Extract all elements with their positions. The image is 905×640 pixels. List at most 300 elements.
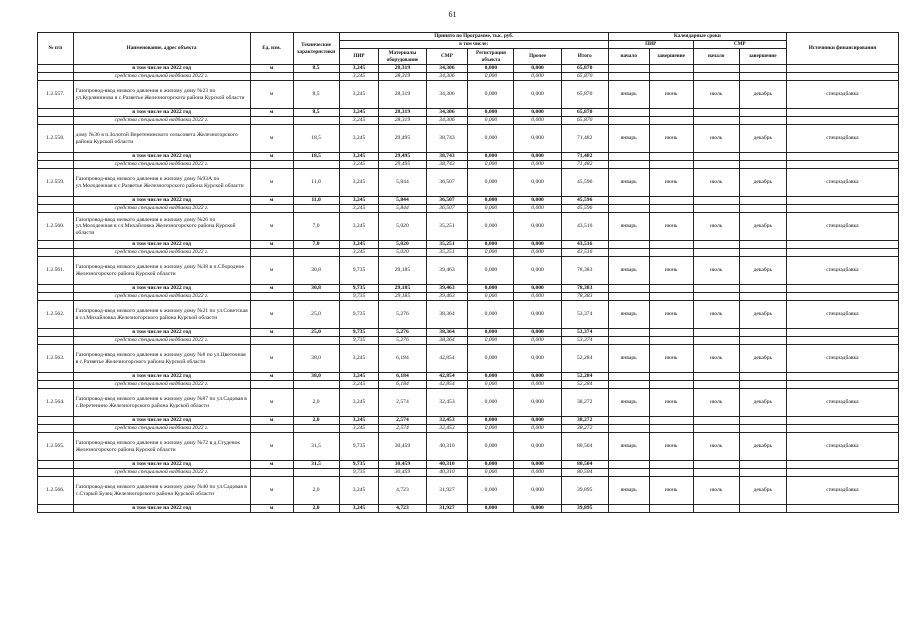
cell-pir-end [649, 381, 693, 389]
cell-unit [250, 249, 293, 257]
cell-pir: 3,245 [339, 161, 379, 169]
cell-num: 1.2.563. [38, 345, 74, 373]
cell-tech: 2,0 [293, 389, 339, 417]
cell-pir-end: июнь [649, 257, 693, 285]
cell-pir: 3,245 [339, 417, 379, 425]
object-row [38, 301, 899, 329]
cell-smr: 35,251 [426, 213, 468, 241]
cell-pir: 3,245 [339, 505, 379, 513]
cell-num: 1.2.561. [38, 257, 74, 285]
cell-pir: 9,735 [339, 293, 379, 301]
year-subtotal-row [38, 505, 899, 513]
cell-smr-start: июль [693, 389, 739, 417]
cell-source [786, 505, 898, 513]
cell-smr-start [693, 109, 739, 117]
cell-name: Газопровод-ввод низкого давления к жилому дому №26 по ул.Молодежная в сл.Михайловка Железногорского района Курской области [73, 213, 250, 241]
cell-total: 65,870 [561, 109, 608, 117]
cell-pir-end: июнь [649, 345, 693, 373]
cell-other: 0,000 [514, 197, 561, 205]
cell-smr: 38,364 [426, 301, 468, 329]
cell-tech [293, 293, 339, 301]
cell-reg: 0,000 [468, 81, 514, 109]
cell-num [38, 381, 74, 389]
cell-smr-start: июль [693, 477, 739, 505]
special-fund-row [38, 249, 899, 257]
cell-other: 0,000 [514, 329, 561, 337]
cell-pir: 9,735 [339, 337, 379, 345]
cell-smr-end [739, 329, 786, 337]
cell-tech: 11,0 [293, 169, 339, 197]
program-table [37, 32, 899, 513]
cell-num [38, 373, 74, 381]
cell-reg: 0,000 [468, 205, 514, 213]
cell-materials: 29,185 [379, 285, 426, 293]
cell-unit: м [250, 505, 293, 513]
cell-pir: 3,245 [339, 389, 379, 417]
cell-smr: 40,310 [426, 433, 468, 461]
cell-tech [293, 337, 339, 345]
cell-source [786, 161, 898, 169]
cell-total: 78,383 [561, 285, 608, 293]
cell-source [786, 337, 898, 345]
cell-materials: 5,020 [379, 213, 426, 241]
cell-pir-end [649, 161, 693, 169]
cell-smr-start [693, 65, 739, 73]
header-pir: ПИР [339, 49, 379, 65]
cell-source: спецнадбавка [786, 301, 898, 329]
cell-smr-end [739, 117, 786, 125]
cell-total: 52,284 [561, 373, 608, 381]
year-subtotal-row [38, 417, 899, 425]
cell-source [786, 109, 898, 117]
year-subtotal-row [38, 65, 899, 73]
cell-reg: 0,000 [468, 249, 514, 257]
cell-pir-start [608, 329, 649, 337]
cell-smr-start [693, 293, 739, 301]
cell-other: 0,000 [514, 213, 561, 241]
header-program: Принято по Программе, тыс. руб. [339, 33, 608, 41]
cell-num [38, 109, 74, 117]
cell-smr: 36,507 [426, 169, 468, 197]
cell-source: спецнадбавка [786, 169, 898, 197]
cell-smr-end: декабрь [739, 345, 786, 373]
cell-reg: 0,000 [468, 161, 514, 169]
cell-pir-start: январь [608, 169, 649, 197]
cell-tech [293, 425, 339, 433]
cell-pir-start [608, 373, 649, 381]
header-unit: Ед. изм. [250, 33, 293, 65]
cell-smr-start: июль [693, 433, 739, 461]
header-reg: Регистрация объекта [468, 49, 514, 65]
cell-pir-end: июнь [649, 125, 693, 153]
cell-source [786, 249, 898, 257]
cell-name: в том числе на 2022 год [73, 197, 250, 205]
cell-name: средства специальной надбавки 2022 г. [73, 381, 250, 389]
cell-unit: м [250, 329, 293, 337]
cell-pir-start [608, 65, 649, 73]
cell-other: 0,000 [514, 461, 561, 469]
cell-num [38, 285, 74, 293]
cell-materials: 6,184 [379, 373, 426, 381]
cell-smr-end [739, 205, 786, 213]
cell-tech: 8,5 [293, 81, 339, 109]
cell-unit: м [250, 213, 293, 241]
cell-materials: 29,185 [379, 293, 426, 301]
cell-num [38, 197, 74, 205]
cell-total: 39,895 [561, 477, 608, 505]
cell-smr: 38,364 [426, 337, 468, 345]
cell-tech [293, 205, 339, 213]
cell-total: 65,870 [561, 81, 608, 109]
cell-smr: 32,453 [426, 425, 468, 433]
cell-materials: 5,276 [379, 329, 426, 337]
cell-smr-end: декабрь [739, 125, 786, 153]
table-header [38, 33, 899, 65]
cell-other: 0,000 [514, 425, 561, 433]
cell-smr-end [739, 285, 786, 293]
cell-smr-start: июль [693, 169, 739, 197]
cell-materials: 28,319 [379, 109, 426, 117]
cell-num: 1.2.560. [38, 213, 74, 241]
cell-source: спецнадбавка [786, 433, 898, 461]
cell-name: средства специальной надбавки 2022 г. [73, 293, 250, 301]
cell-name: Газопровод-ввод низкого давления к жилому дому №72 в д.Студенок Железногорского района Курской области [73, 433, 250, 461]
cell-reg: 0,000 [468, 381, 514, 389]
cell-pir-start [608, 161, 649, 169]
cell-other: 0,000 [514, 477, 561, 505]
year-subtotal-row [38, 373, 899, 381]
cell-other: 0,000 [514, 505, 561, 513]
cell-num: 1.2.558. [38, 125, 74, 153]
cell-pir: 3,245 [339, 241, 379, 249]
cell-pir: 3,245 [339, 213, 379, 241]
cell-pir-end [649, 417, 693, 425]
cell-source [786, 425, 898, 433]
cell-name: Газопровод-ввод низкого давления к жилому дому №23 по ул.Курлянинова в с.Разветье Железногорского района Курской области [73, 81, 250, 109]
cell-source [786, 65, 898, 73]
cell-name: в том числе на 2022 год [73, 241, 250, 249]
header-pir-start: начало [608, 49, 649, 65]
cell-smr-end [739, 417, 786, 425]
cell-reg: 0,000 [468, 169, 514, 197]
header-smr-start: начало [693, 49, 739, 65]
cell-tech: 8,5 [293, 65, 339, 73]
cell-tech [293, 73, 339, 81]
cell-smr: 35,251 [426, 249, 468, 257]
cell-tech: 2,0 [293, 417, 339, 425]
cell-materials: 5,844 [379, 169, 426, 197]
cell-total: 53,374 [561, 337, 608, 345]
cell-smr: 38,743 [426, 161, 468, 169]
cell-smr-start [693, 73, 739, 81]
cell-source: спецнадбавка [786, 125, 898, 153]
object-row [38, 169, 899, 197]
cell-unit [250, 381, 293, 389]
cell-total: 80,504 [561, 461, 608, 469]
cell-unit: м [250, 461, 293, 469]
cell-smr-start [693, 285, 739, 293]
cell-materials: 4,723 [379, 477, 426, 505]
cell-tech: 7,0 [293, 213, 339, 241]
cell-tech: 31,5 [293, 433, 339, 461]
cell-name: средства специальной надбавки 2022 г. [73, 249, 250, 257]
cell-num [38, 205, 74, 213]
cell-name: в том числе на 2022 год [73, 153, 250, 161]
cell-unit: м [250, 389, 293, 417]
cell-other: 0,000 [514, 381, 561, 389]
cell-name: в том числе на 2022 год [73, 65, 250, 73]
cell-source: спецнадбавка [786, 389, 898, 417]
cell-other: 0,000 [514, 73, 561, 81]
cell-materials: 6,184 [379, 345, 426, 373]
cell-pir: 9,735 [339, 285, 379, 293]
cell-total: 39,895 [561, 505, 608, 513]
cell-num [38, 73, 74, 81]
year-subtotal-row [38, 153, 899, 161]
cell-reg: 0,000 [468, 213, 514, 241]
cell-name: в том числе на 2022 год [73, 373, 250, 381]
cell-other: 0,000 [514, 153, 561, 161]
special-fund-row [38, 161, 899, 169]
object-row [38, 433, 899, 461]
cell-unit: м [250, 257, 293, 285]
cell-materials: 5,276 [379, 337, 426, 345]
cell-other: 0,000 [514, 117, 561, 125]
cell-pir-end: июнь [649, 389, 693, 417]
cell-unit: м [250, 197, 293, 205]
cell-smr-end: декабрь [739, 433, 786, 461]
cell-name: средства специальной надбавки 2022 г. [73, 117, 250, 125]
cell-smr-end [739, 425, 786, 433]
cell-pir-end: июнь [649, 301, 693, 329]
cell-pir-start [608, 505, 649, 513]
cell-source [786, 381, 898, 389]
cell-total: 43,516 [561, 213, 608, 241]
cell-pir-start [608, 153, 649, 161]
cell-source: спецнадбавка [786, 213, 898, 241]
cell-other: 0,000 [514, 125, 561, 153]
cell-smr: 42,854 [426, 345, 468, 373]
special-fund-row [38, 293, 899, 301]
cell-total: 80,504 [561, 469, 608, 477]
cell-unit [250, 425, 293, 433]
special-fund-row [38, 381, 899, 389]
cell-source [786, 117, 898, 125]
cell-pir: 3,245 [339, 249, 379, 257]
object-row [38, 213, 899, 241]
cell-reg: 0,000 [468, 477, 514, 505]
cell-pir: 3,245 [339, 117, 379, 125]
header-incl: в том числе: [339, 41, 608, 49]
special-fund-row [38, 337, 899, 345]
cell-name: средства специальной надбавки 2022 г. [73, 469, 250, 477]
cell-reg: 0,000 [468, 417, 514, 425]
cell-smr-start [693, 381, 739, 389]
cell-total: 38,272 [561, 417, 608, 425]
cell-smr-end [739, 461, 786, 469]
cell-name: в том числе на 2022 год [73, 109, 250, 117]
cell-reg: 0,000 [468, 125, 514, 153]
cell-smr: 38,364 [426, 329, 468, 337]
cell-source: спецнадбавка [786, 345, 898, 373]
cell-smr: 31,927 [426, 505, 468, 513]
cell-smr-end: декабрь [739, 257, 786, 285]
cell-reg: 0,000 [468, 73, 514, 81]
cell-unit [250, 205, 293, 213]
cell-unit: м [250, 81, 293, 109]
cell-unit: м [250, 433, 293, 461]
cell-other: 0,000 [514, 337, 561, 345]
cell-name: в том числе на 2022 год [73, 505, 250, 513]
cell-materials: 5,276 [379, 301, 426, 329]
cell-total: 78,383 [561, 293, 608, 301]
cell-tech: 2,0 [293, 477, 339, 505]
year-subtotal-row [38, 109, 899, 117]
cell-num: 1.2.565. [38, 433, 74, 461]
cell-smr-start: июль [693, 345, 739, 373]
cell-tech: 30,8 [293, 285, 339, 293]
cell-num: 1.2.559. [38, 169, 74, 197]
cell-pir-start: январь [608, 301, 649, 329]
cell-pir-start [608, 73, 649, 81]
cell-smr-start [693, 505, 739, 513]
cell-total: 80,504 [561, 433, 608, 461]
cell-source: спецнадбавка [786, 477, 898, 505]
cell-pir-end [649, 285, 693, 293]
cell-source: спецнадбавка [786, 257, 898, 285]
cell-reg: 0,000 [468, 469, 514, 477]
cell-pir: 3,245 [339, 477, 379, 505]
cell-other: 0,000 [514, 81, 561, 109]
cell-name: Газопровод-ввод низкого давления к жилому дому №38 в п.Сбородное Железногорского района Курской области [73, 257, 250, 285]
object-row [38, 389, 899, 417]
object-row [38, 125, 899, 153]
cell-other: 0,000 [514, 417, 561, 425]
cell-unit [250, 469, 293, 477]
cell-tech: 25,0 [293, 329, 339, 337]
cell-smr-start: июль [693, 301, 739, 329]
table-body [38, 65, 899, 513]
cell-total: 53,374 [561, 329, 608, 337]
cell-tech: 31,5 [293, 461, 339, 469]
cell-num [38, 161, 74, 169]
header-pir-end: завершение [649, 49, 693, 65]
cell-pir-end: июнь [649, 477, 693, 505]
object-row [38, 345, 899, 373]
cell-materials: 2,574 [379, 425, 426, 433]
cell-unit: м [250, 301, 293, 329]
cell-total: 52,284 [561, 381, 608, 389]
cell-pir: 3,245 [339, 345, 379, 373]
cell-unit: м [250, 417, 293, 425]
cell-pir: 3,245 [339, 373, 379, 381]
cell-materials: 29,495 [379, 161, 426, 169]
cell-num [38, 293, 74, 301]
cell-total: 71,482 [561, 125, 608, 153]
cell-name: Газопровод-ввод низкого давления к жилому дому №87 по ул.Садовая в с.Веретенино Железногорского района Курской области [73, 389, 250, 417]
cell-smr: 34,306 [426, 117, 468, 125]
cell-smr-start [693, 249, 739, 257]
cell-tech: 18,5 [293, 125, 339, 153]
cell-materials: 5,020 [379, 249, 426, 257]
cell-other: 0,000 [514, 285, 561, 293]
cell-smr-end: декабрь [739, 169, 786, 197]
cell-unit: м [250, 345, 293, 373]
special-fund-row [38, 117, 899, 125]
cell-pir-start: январь [608, 213, 649, 241]
cell-smr-end [739, 505, 786, 513]
cell-pir: 3,245 [339, 197, 379, 205]
cell-materials: 30,459 [379, 461, 426, 469]
cell-name: Газопровод-ввод низкого давления к жилому дому №40 по ул.Садовая в с.Старый Бузец Железногорского района Курской области [73, 477, 250, 505]
cell-num [38, 153, 74, 161]
cell-pir-end [649, 197, 693, 205]
cell-source [786, 205, 898, 213]
cell-reg: 0,000 [468, 65, 514, 73]
cell-smr-start [693, 469, 739, 477]
cell-smr-start [693, 461, 739, 469]
cell-tech: 18,5 [293, 153, 339, 161]
cell-total: 45,596 [561, 169, 608, 197]
cell-pir-end [649, 461, 693, 469]
cell-smr-start: июль [693, 81, 739, 109]
cell-other: 0,000 [514, 65, 561, 73]
cell-pir: 3,245 [339, 73, 379, 81]
cell-pir-start [608, 461, 649, 469]
cell-smr-start [693, 117, 739, 125]
cell-name: в том числе на 2022 год [73, 285, 250, 293]
cell-smr: 31,927 [426, 477, 468, 505]
header-smr-end: завершение [739, 49, 786, 65]
cell-total: 71,482 [561, 161, 608, 169]
cell-materials: 28,319 [379, 73, 426, 81]
cell-smr-end [739, 161, 786, 169]
cell-total: 78,383 [561, 257, 608, 285]
cell-name: Газопровод-ввод низкого давления к жилому дому №8 по ул.Цветочная в с.Разветье Железногорского района Курской области [73, 345, 250, 373]
cell-smr: 34,306 [426, 81, 468, 109]
cell-smr-start [693, 425, 739, 433]
cell-other: 0,000 [514, 161, 561, 169]
cell-reg: 0,000 [468, 117, 514, 125]
cell-smr-start [693, 161, 739, 169]
cell-unit: м [250, 65, 293, 73]
cell-smr-start [693, 337, 739, 345]
header-cal-smr: СМР [693, 41, 786, 49]
cell-total: 38,272 [561, 425, 608, 433]
cell-tech: 7,0 [293, 241, 339, 249]
object-row [38, 477, 899, 505]
cell-pir: 3,245 [339, 153, 379, 161]
cell-reg: 0,000 [468, 425, 514, 433]
cell-materials: 5,844 [379, 197, 426, 205]
year-subtotal-row [38, 329, 899, 337]
cell-smr-end [739, 65, 786, 73]
cell-smr: 38,743 [426, 153, 468, 161]
cell-other: 0,000 [514, 389, 561, 417]
cell-name: средства специальной надбавки 2022 г. [73, 161, 250, 169]
cell-smr: 38,743 [426, 125, 468, 153]
cell-total: 43,516 [561, 241, 608, 249]
cell-pir: 3,245 [339, 205, 379, 213]
cell-unit: м [250, 125, 293, 153]
cell-reg: 0,000 [468, 433, 514, 461]
cell-unit [250, 337, 293, 345]
cell-pir: 9,735 [339, 257, 379, 285]
cell-num [38, 329, 74, 337]
cell-pir: 9,735 [339, 329, 379, 337]
cell-pir-start [608, 337, 649, 345]
cell-total: 65,870 [561, 117, 608, 125]
